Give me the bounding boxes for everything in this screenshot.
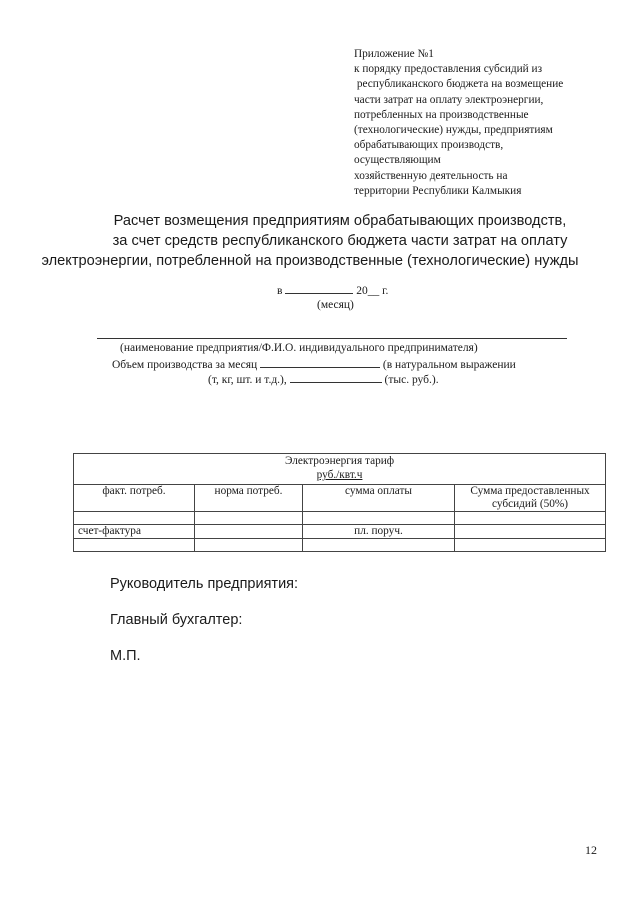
organization-caption: (наименование предприятия/Ф.И.О. индивидуального предпринимателя) [120,342,478,354]
document-title [41,211,620,271]
month-caption: (месяц) [317,299,354,311]
col-header-payment: сумма оплаты [303,485,455,512]
tariff-table [73,453,606,552]
volume-line-2 [208,372,439,386]
table-cell [455,512,606,525]
volume-natural-blank [260,357,380,368]
appendix-line: республиканского бюджета на возмещение [354,78,564,91]
volume-money-blank [290,372,382,383]
appendix-line: обрабатывающих производств, [354,139,504,152]
table-cell [303,512,455,525]
appendix-line: территории Республики Калмыкия [354,184,522,197]
appendix-line: хозяйственную деятельность на [354,169,508,182]
month-blank [285,283,353,294]
period-line [277,283,388,297]
table-cell [303,539,455,552]
head-signature-label: Руководитель предприятия: [110,576,299,592]
volume-label: Объем производства за месяц [112,359,258,371]
title-line: электроэнергии, потребленной на производственные (технологические) нужды [41,253,579,269]
col-header-subsidy: Сумма предоставленных субсидий (50%) [455,485,606,512]
col-header-fact: факт. потреб. [74,485,195,512]
appendix-block [354,47,624,199]
table-cell [74,539,195,552]
appendix-line: к порядку предоставления субсидий из [354,63,543,76]
stamp-label: М.П. [110,648,141,664]
table-cell [195,512,303,525]
col-header-norm: норма потреб. [195,485,303,512]
appendix-line: потребленных на производственные [354,108,529,121]
appendix-line: части затрат на оплату электроэнергии, [354,93,544,106]
title-line: Расчет возмещения предприятиям обрабатывающих производств, [113,213,567,229]
table-cell [195,525,303,539]
table-cell [455,539,606,552]
appendix-line: осуществляющим [354,154,441,167]
payment-order-cell: пл. поруч. [303,525,455,539]
tariff-label: Электроэнергия тариф [284,455,395,467]
volume-money-caption: (тыс. руб.). [384,374,439,386]
accountant-signature-label: Главный бухгалтер: [110,612,243,628]
organization-blank-line [97,338,567,339]
table-cell [74,512,195,525]
period-year: 20__ г. [356,285,389,297]
table-header [74,454,606,485]
table-cell [195,539,303,552]
appendix-line: (технологические) нужды, предприятиям [354,124,553,137]
period-prefix: в [277,285,283,297]
page-number: 12 [585,843,597,857]
title-line: за счет средств республиканского бюджета части затрат на оплату [112,233,568,249]
appendix-line: Приложение №1 [354,48,434,60]
volume-line-1 [112,357,516,371]
table-cell [455,525,606,539]
invoice-cell: счет-фактура [74,525,195,539]
volume-units-caption: (т, кг, шт. и т.д.), [208,374,287,386]
tariff-unit: руб./квт.ч [316,469,363,481]
volume-natural-caption: (в натуральном выражении [382,359,516,371]
